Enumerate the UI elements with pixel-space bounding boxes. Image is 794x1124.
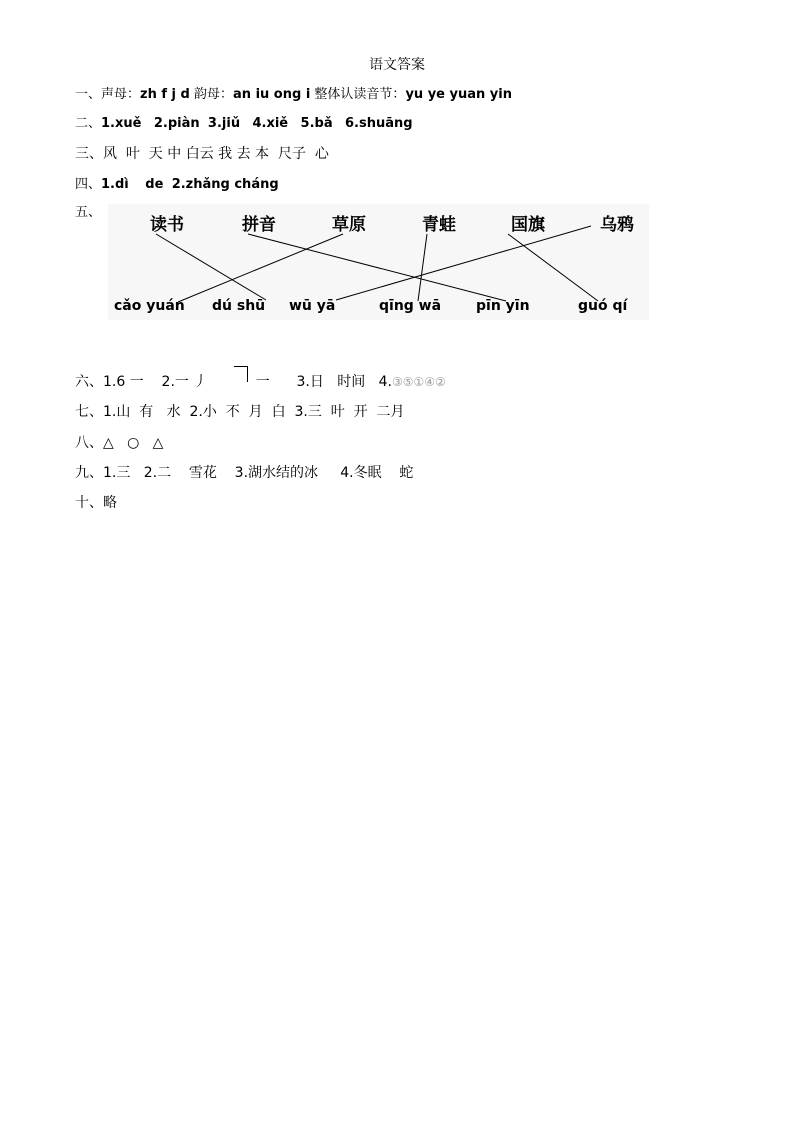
pinyin-word: pīn yīn <box>476 298 530 314</box>
answer-item: 2.zhǎng cháng <box>171 177 279 192</box>
answer-item: de <box>145 177 164 192</box>
question-number: 四、 <box>75 177 102 192</box>
match-line <box>418 234 427 301</box>
pinyin-word: qīng wā <box>379 298 442 314</box>
pinyin-word: cǎo yuán <box>114 298 185 314</box>
answer-item: 2.一 丿 <box>161 374 208 390</box>
answer-item: 2.piàn <box>153 116 200 131</box>
answer-item: 6.shuāng <box>345 116 413 131</box>
chinese-word: 乌鸦 <box>600 215 634 235</box>
answer-item: 4.xiě <box>252 116 289 131</box>
page-title: 语文答案 <box>369 57 425 73</box>
question-4 <box>75 176 279 194</box>
match-line <box>508 234 598 301</box>
answer-text: 1.山 有 水 2.小 不 月 白 3.三 叶 开 二月 <box>103 404 405 420</box>
stroke-order-sequence: ③⑤①④② <box>391 375 446 389</box>
question-number: 六、 <box>75 374 103 390</box>
zhengti-label: 整体认读音节： <box>314 87 406 102</box>
question-number: 十、 <box>75 495 103 511</box>
match-line <box>336 226 591 300</box>
chinese-word: 草原 <box>332 215 366 235</box>
chinese-word: 读书 <box>150 215 184 235</box>
answer-item: 5.bǎ <box>300 116 333 131</box>
answer-item: 4. <box>378 374 392 390</box>
chinese-word: 青蛙 <box>422 215 456 235</box>
question-6 <box>75 373 446 391</box>
match-line <box>248 234 506 301</box>
pinyin-word: guó qí <box>578 298 628 314</box>
question-number: 二、 <box>75 116 102 131</box>
answer-item: 1.xuě <box>101 116 142 131</box>
question-7 <box>75 403 405 421</box>
chinese-word: 拼音 <box>242 215 276 235</box>
question-2 <box>75 115 413 133</box>
stroke-glyph-hengzhe <box>234 366 248 382</box>
answer-text: 略 <box>103 495 117 511</box>
yunmu-answer: an iu ong i <box>233 87 311 102</box>
answer-item: 1.6 一 <box>103 374 144 390</box>
match-line <box>178 234 343 302</box>
answer-item: 一 <box>255 374 270 390</box>
answer-item: 1.dì <box>101 177 129 192</box>
question-number: 八、 <box>75 435 103 451</box>
question-1 <box>75 86 512 104</box>
chinese-word: 国旗 <box>511 215 545 235</box>
question-8 <box>75 434 163 452</box>
match-line <box>156 234 266 300</box>
answer-item: 3.jiǔ <box>207 116 241 131</box>
question-5-number: 五、 <box>75 205 102 220</box>
yunmu-label: 韵母： <box>194 87 234 102</box>
question-3 <box>75 145 329 163</box>
pinyin-word: wū yā <box>289 298 336 314</box>
pinyin-word: dú shū <box>212 298 266 314</box>
matching-diagram <box>108 204 649 320</box>
shengmu-label: 声母： <box>101 87 141 102</box>
question-10 <box>75 494 117 512</box>
shengmu-answer: zh f j d <box>140 87 190 102</box>
answer-text: 风 叶 天 中 白云 我 去 本 尺子 心 <box>103 146 329 162</box>
question-9 <box>75 464 413 482</box>
question-number: 九、 <box>75 465 103 481</box>
answer-text: △ ○ △ <box>103 435 164 451</box>
answer-text: 1.三 2.二 雪花 3.湖水结的冰 4.冬眠 蛇 <box>103 465 414 481</box>
answer-item: 3.日 时间 <box>296 374 366 390</box>
question-number: 一、 <box>75 87 102 102</box>
question-number: 三、 <box>75 146 103 162</box>
matching-exercise <box>108 204 649 320</box>
zhengti-answer: yu ye yuan yin <box>405 87 512 102</box>
question-number: 七、 <box>75 404 103 420</box>
